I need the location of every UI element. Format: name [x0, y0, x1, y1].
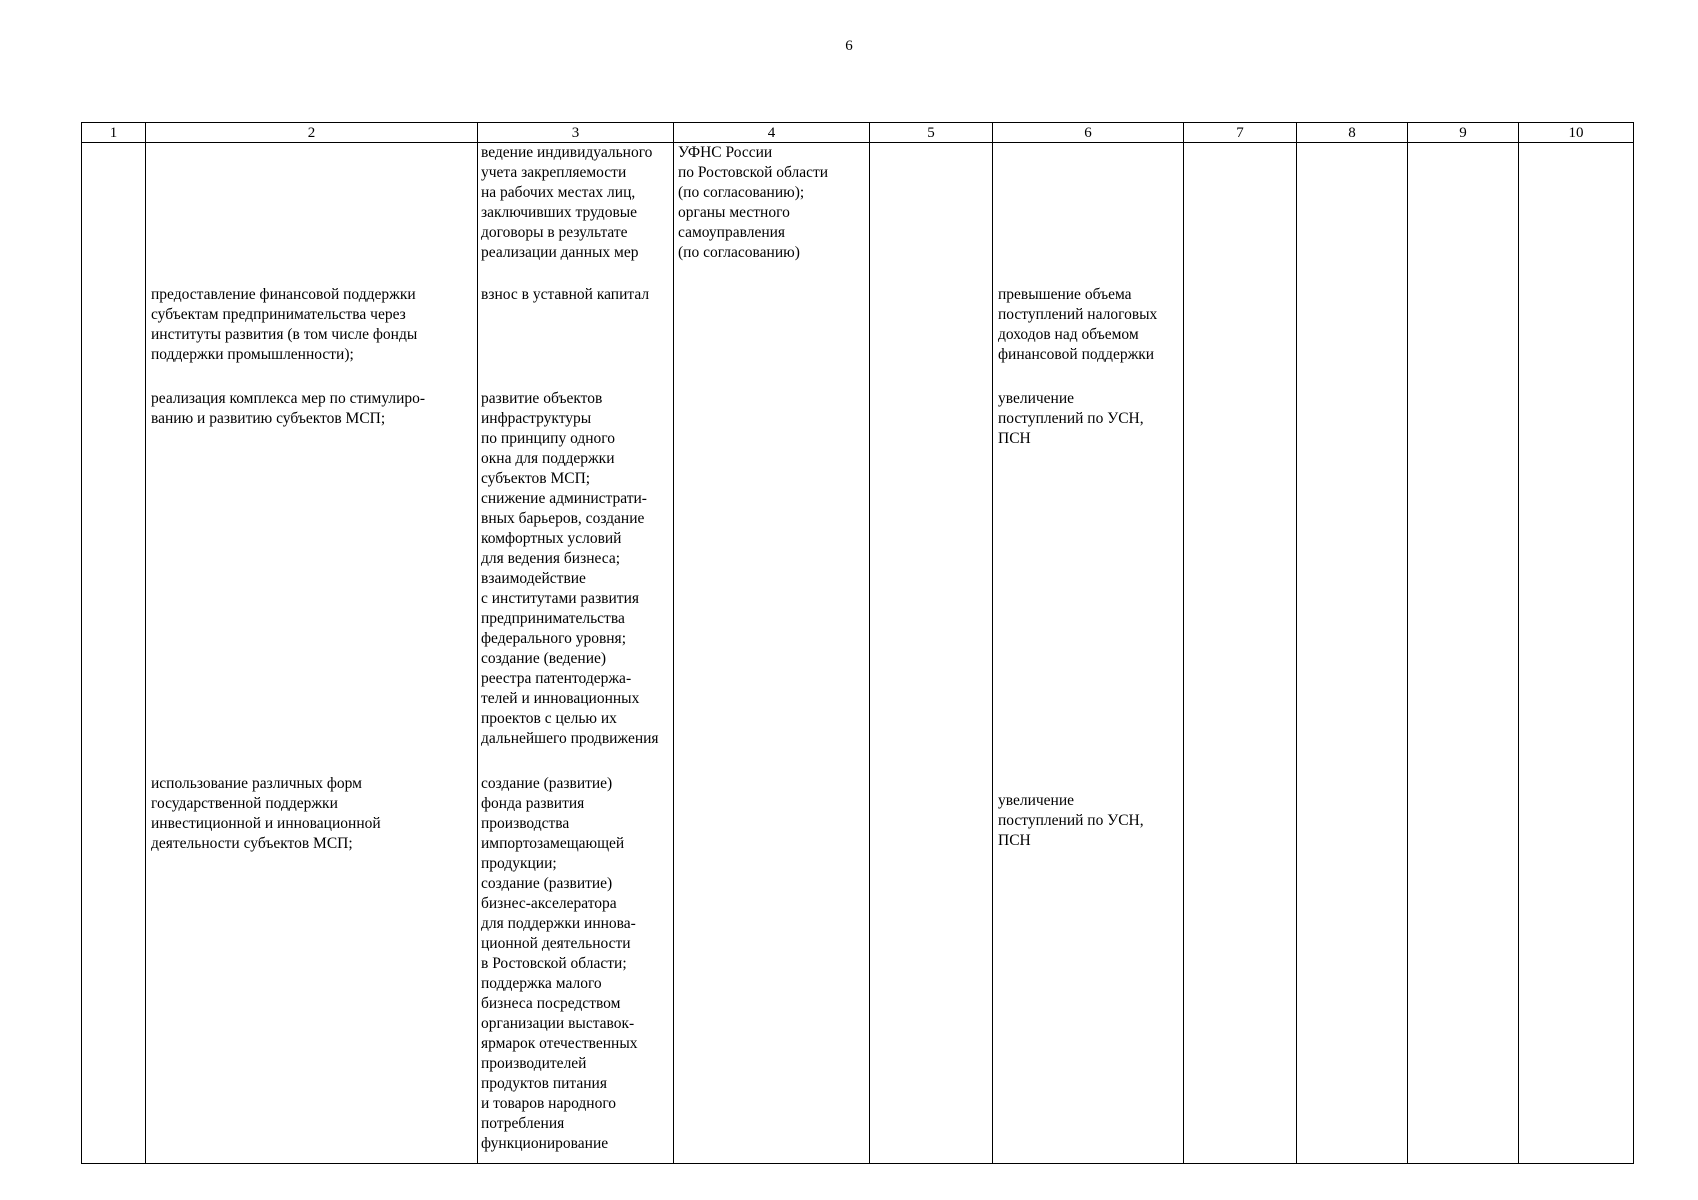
header-col-5: 5: [870, 123, 993, 143]
page-number: 6: [845, 38, 853, 54]
result-tax-revenue-excess: превышение объема поступлений налоговых доходов над объемом финансовой поддержки: [998, 286, 1158, 363]
header-col-1: 1: [82, 123, 146, 143]
cell-col-4: [674, 143, 870, 1164]
cell-col-10: [1519, 143, 1634, 1164]
cell-col-5: [870, 143, 993, 1164]
header-col-10: 10: [1519, 123, 1634, 143]
responsible-parties: УФНС России по Ростовской области (по согласованию); органы местного самоуправления (по согласованию): [678, 144, 829, 261]
result-usn-psn-increase-2: увеличение поступлений по УСН, ПСН: [998, 792, 1144, 849]
cell-col-9: [1408, 143, 1519, 1164]
cell-col-3: [478, 143, 674, 1164]
activity-import-substitution-fund: создание (развитие) фонда развития производства импортозамещающей продукции; создание (развитие) бизнес-акселератора для поддержки иннова- ционной деятельности в Ростовской области; поддержка малого бизнеса посредством организации выставок- ярмарок отечественных производителей продуктов питания и товаров народного потребления функционирование: [481, 775, 638, 1152]
activity-infrastructure-development: развитие объектов инфраструктуры по принципу одного окна для поддержки субъектов МСП; снижение администрати- вных барьеров, создание комфортных условий для ведения бизнеса; взаимодействие с институтами развития предпринимательства федерального уровня; создание (ведение) реестра патентодержа- телей и инновационных проектов с целью их дальнейшего продвижения: [481, 390, 659, 747]
header-col-2: 2: [146, 123, 478, 143]
header-col-9: 9: [1408, 123, 1519, 143]
data-table: [81, 122, 1634, 1164]
header-col-4: 4: [674, 123, 870, 143]
cell-col-1: [82, 143, 146, 1164]
table-row: [82, 143, 1634, 1164]
cell-col-2: [146, 143, 478, 1164]
activity-employment-accounting: ведение индивидуального учета закрепляемости на рабочих местах лиц, заключивших трудовые договоры в результате реализации данных мер: [481, 144, 653, 261]
cell-col-8: [1297, 143, 1408, 1164]
header-col-6: 6: [993, 123, 1184, 143]
header-col-8: 8: [1297, 123, 1408, 143]
activity-capital-contribution: взнос в уставной капитал: [481, 286, 650, 303]
cell-col-7: [1184, 143, 1297, 1164]
cell-col-6: [993, 143, 1184, 1164]
header-col-3: 3: [478, 123, 674, 143]
header-row: [82, 123, 1634, 143]
measure-financial-support: предоставление финансовой поддержки субъектам предпринимательства через институты развития (в том числе фонды поддержки промышленности);: [151, 286, 418, 363]
measure-state-support-forms: использование различных форм государственной поддержки инвестиционной и инновационной деятельности субъектов МСП;: [151, 775, 381, 852]
measure-sme-stimulation: реализация комплекса мер по стимулиро- ванию и развитию субъектов МСП;: [151, 390, 426, 427]
result-usn-psn-increase-1: увеличение поступлений по УСН, ПСН: [998, 390, 1144, 447]
header-col-7: 7: [1184, 123, 1297, 143]
